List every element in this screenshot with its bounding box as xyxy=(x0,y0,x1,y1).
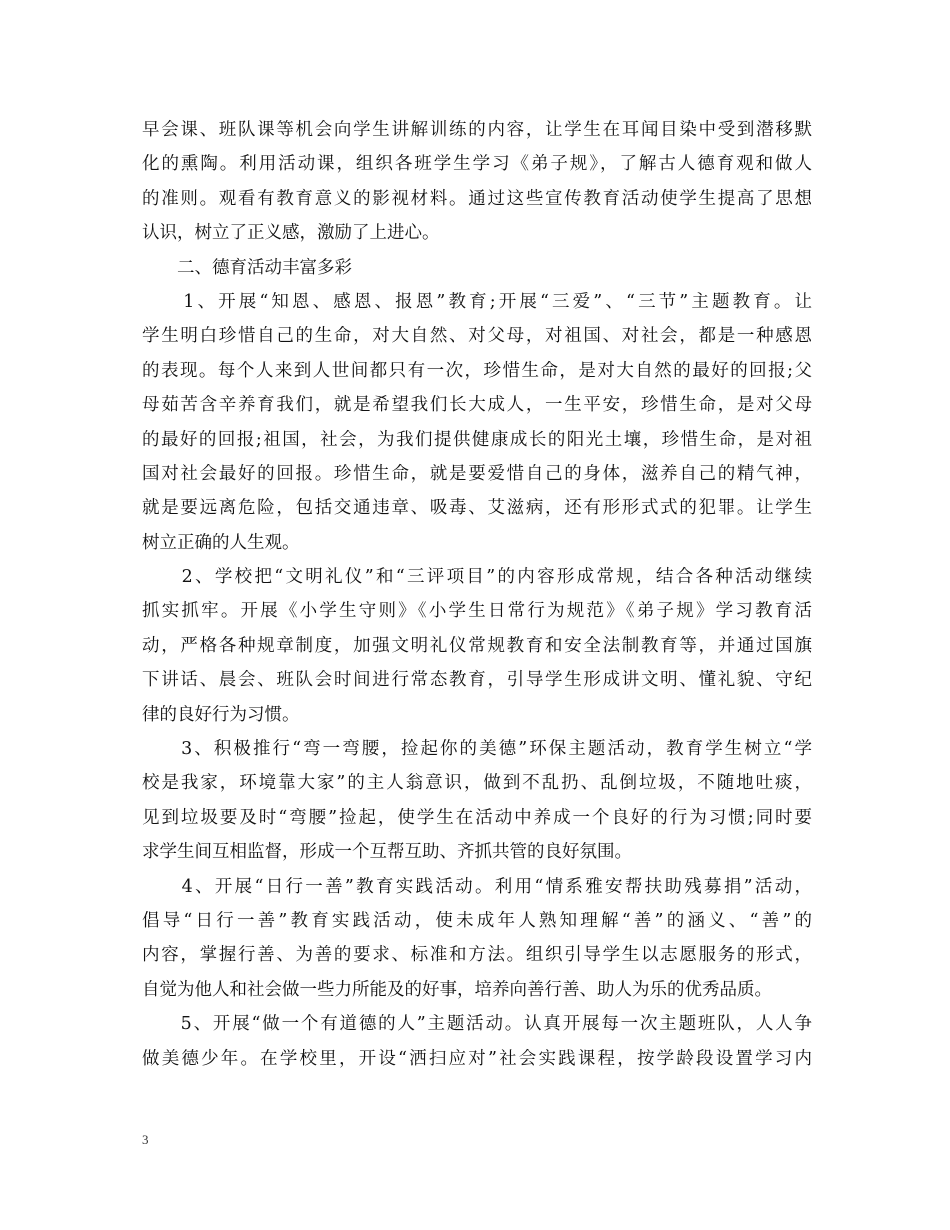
text-line: 律的良好行为习惯。 xyxy=(142,704,300,725)
text-line: 树立正确的人生观。 xyxy=(142,532,300,553)
text-line: 就是要远离危险，包括交通违章、吸毒、艾滋病，还有形形式式的犯罪。让学生 xyxy=(142,498,812,519)
text-line: 化的熏陶。利用活动课，组织各班学生学习《弟子规》，了解古人德育观和做人 xyxy=(142,154,812,175)
text-line: 5、开展“做一个有道德的人”主题活动。认真开展每一次主题班队，人人争 xyxy=(142,1014,812,1035)
text-line: 的表现。每个人来到人世间都只有一次，珍惜生命，是对大自然的最好的回报;父 xyxy=(142,360,812,381)
text-line: 做美德少年。在学校里，开设“洒扫应对”社会实践课程，按学龄段设置学习内 xyxy=(142,1048,812,1069)
text-line: 内容，掌握行善、为善的要求、标准和方法。组织引导学生以志愿服务的形式， xyxy=(142,945,812,966)
text-line: 求学生间互相监督，形成一个互帮互助、齐抓共管的良好氛围。 xyxy=(142,842,632,863)
text-line: 下讲话、晨会、班队会时间进行常态教育，引导学生形成讲文明、懂礼貌、守纪 xyxy=(142,670,812,691)
text-line: 学生明白珍惜自己的生命，对大自然、对父母，对祖国、对社会，都是一种感恩 xyxy=(142,326,812,347)
text-line: 见到垃圾要及时“弯腰”捡起，使学生在活动中养成一个良好的行为习惯;同时要 xyxy=(142,807,812,828)
text-line: 母茹苦含辛养育我们，就是希望我们长大成人，一生平安，珍惜生命，是对父母 xyxy=(142,395,812,416)
text-line: 的准则。观看有教育意义的影视材料。通过这些宣传教育活动使学生提高了思想 xyxy=(142,188,812,209)
text-line: 校是我家，环境靠大家”的主人翁意识，做到不乱扔、乱倒垃圾，不随地吐痰， xyxy=(142,773,812,794)
text-line: 4、开展“日行一善”教育实践活动。利用“情系雅安帮扶助残募捐”活动， xyxy=(142,876,812,897)
text-line: 自觉为他人和社会做一些力所能及的好事，培养向善行善、助人为乐的优秀品质。 xyxy=(142,979,772,1000)
text-line: 的最好的回报;祖国，社会，为我们提供健康成长的阳光土壤，珍惜生命，是对祖 xyxy=(142,429,812,450)
text-line: 动，严格各种规章制度，加强文明礼仪常规教育和安全法制教育等，并通过国旗 xyxy=(142,635,812,656)
text-line: 2、学校把“文明礼仪”和“三评项目”的内容形成常规，结合各种活动继续 xyxy=(142,567,812,588)
page-number: 3 xyxy=(142,1132,149,1147)
text-line: 倡导“日行一善”教育实践活动，使未成年人熟知理解“善”的涵义、“善”的 xyxy=(142,910,812,931)
text-line: 认识，树立了正义感，激励了上进心。 xyxy=(142,223,440,244)
text-line: 1、开展“知恩、感恩、报恩”教育;开展“三爱”、“三节”主题教育。让 xyxy=(142,291,812,312)
body-text xyxy=(142,113,812,1076)
section-heading: 二、德育活动丰富多彩 xyxy=(142,257,352,278)
text-line: 国对社会最好的回报。珍惜生命，就是要爱惜自己的身体，滋养自己的精气神， xyxy=(142,463,812,484)
text-line: 抓实抓牢。开展《小学生守则》《小学生日常行为规范》《弟子规》学习教育活 xyxy=(142,601,812,622)
text-line: 3、积极推行“弯一弯腰，捡起你的美德”环保主题活动，教育学生树立“学 xyxy=(142,739,812,760)
text-line: 早会课、班队课等机会向学生讲解训练的内容，让学生在耳闻目染中受到潜移默 xyxy=(142,120,812,140)
